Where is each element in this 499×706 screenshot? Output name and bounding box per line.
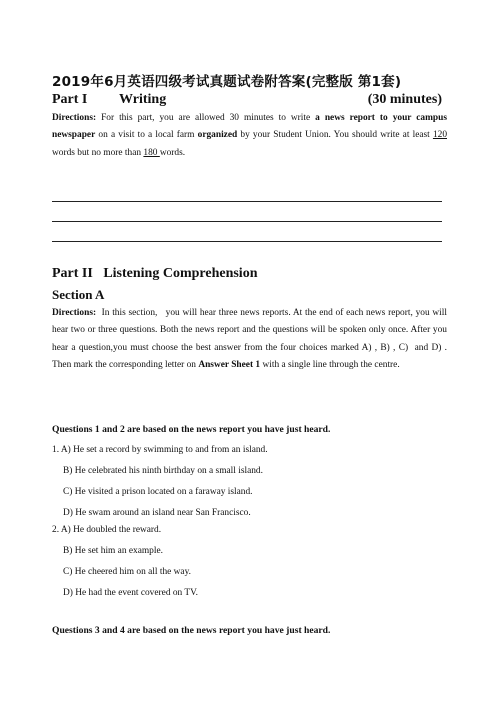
directions-text: words but no more than <box>52 147 144 158</box>
part2-heading: Part II Listening Comprehension <box>52 266 258 281</box>
part1-label: Part I <box>52 92 88 107</box>
answer-sheet-label: Answer Sheet 1 <box>198 360 261 371</box>
question-group-header: Questions 1 and 2 are based on the news report you have just heard. <box>52 424 331 435</box>
directions-text: by your Student Union. You should write at least <box>237 130 433 141</box>
question-group-header: Questions 3 and 4 are based on the news report you have just heard. <box>52 625 331 636</box>
part1-name: Writing <box>119 92 167 107</box>
question-1-option-b: B) He celebrated his ninth birthday on a small island. <box>63 466 263 476</box>
question-2-option-d: D) He had the event covered on TV. <box>63 588 199 598</box>
document-title: 2019年6月英语四级考试真题试卷附答案(完整版 第1套) <box>52 74 402 90</box>
min-words: 120 <box>432 130 447 141</box>
part1-directions <box>52 110 447 162</box>
writing-line <box>52 241 442 242</box>
directions-emphasis: organized <box>197 130 238 141</box>
directions-emphasis: a news report to your campus newspaper <box>52 113 447 141</box>
writing-line <box>52 201 442 202</box>
part2-directions <box>52 305 447 375</box>
writing-line <box>52 221 442 222</box>
directions-text: with a single line through the centre. <box>260 360 400 371</box>
part1-time: (30 minutes) <box>367 92 442 107</box>
directions-text: words. <box>159 147 186 158</box>
directions-text: For this part, you are allowed 30 minutes to write <box>96 113 316 123</box>
directions-text: on a visit to a local farm <box>95 130 198 141</box>
question-2-option-c: C) He cheered him on all the way. <box>63 567 191 577</box>
question-2-option-b: B) He set him an example. <box>63 546 163 556</box>
section-a-heading: Section A <box>52 287 105 302</box>
question-2-option-a: 2. A) He doubled the reward. <box>52 525 162 535</box>
question-1-option-d: D) He swam around an island near San Francisco. <box>63 508 251 518</box>
directions-label: Directions: <box>52 113 97 123</box>
question-1-option-c: C) He visited a prison located on a faraway island. <box>63 487 253 497</box>
question-1-option-a: 1. A) He set a record by swimming to and from an island. <box>52 445 268 455</box>
directions-text: In this section, you will hear three news reports. At the end of each news report, you will hear two or three questions. Both the news report and the questions will be spoken only once. After you hear a question,you must choose the best answer from the four choices marked A) , B) , C) and D) . Then mark the corresponding letter on <box>52 308 447 371</box>
directions-label: Directions: <box>52 308 97 318</box>
max-words: 180 <box>143 147 160 158</box>
